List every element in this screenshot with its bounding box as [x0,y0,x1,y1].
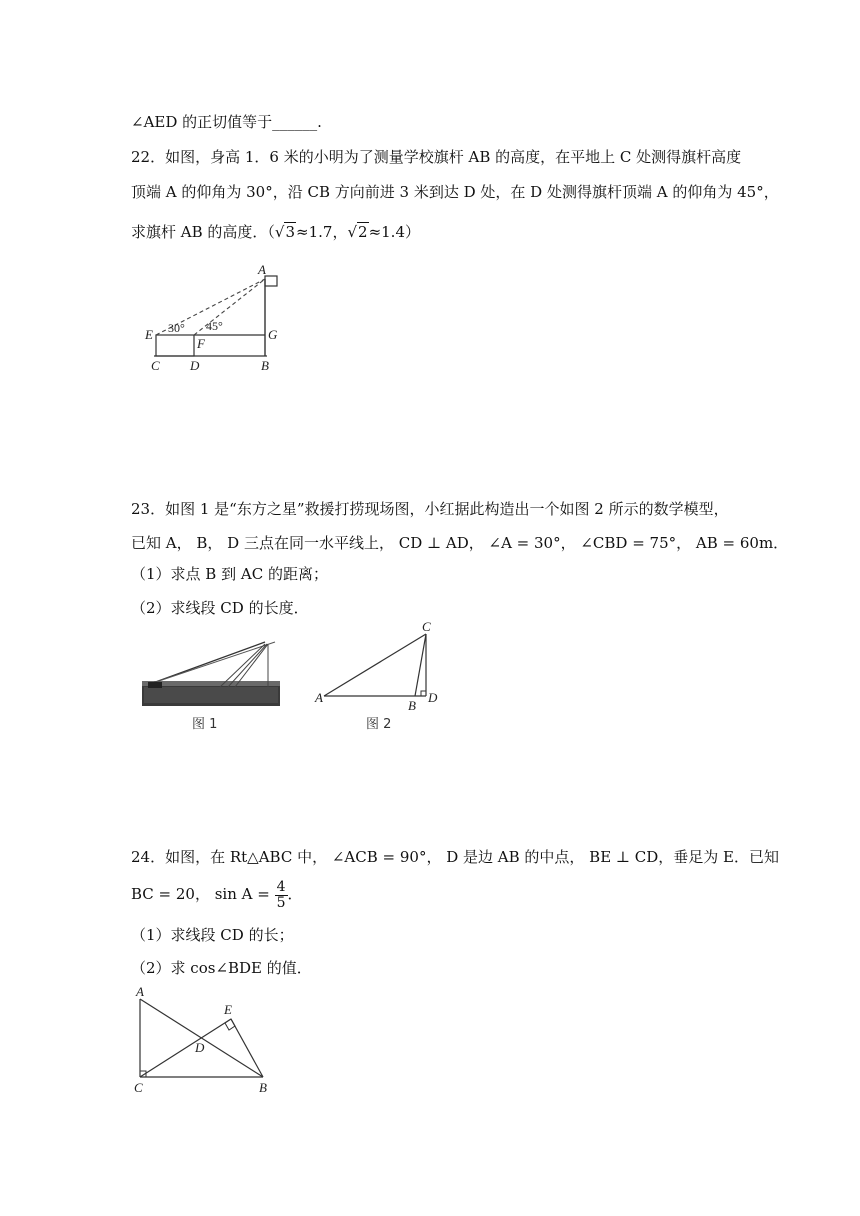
q22-figure [140,262,290,374]
q22-sqrt3: 3 [285,223,296,241]
q22-label-B: B [261,358,269,373]
q23-fig2-caption: 图 2 [366,717,392,732]
q23-line-1: 23．如图 1 是“东方之星”救援打捞现场图，小红据此构造出一个如图 2 所示的数学模型， [131,500,729,518]
q24-label-E: E [224,1002,232,1017]
q22-label-30: 30° [168,321,185,335]
q24-sub-1: （1）求线段 CD 的长； [131,926,294,944]
q24-frac-num: 4 [276,878,286,895]
q24-label-C: C [134,1080,143,1095]
q24-line-2-prefix: BC = 20， sin A = [131,885,270,903]
q22-label-C: C [151,358,160,373]
q23-figure-1 [140,632,285,734]
q23-fig2-label-C: C [422,620,431,634]
q24-frac-den: 5 [276,894,286,911]
q22-label-A: A [258,262,266,277]
q23-sub-2: （2）求线段 CD 的长度． [131,599,309,617]
sqrt-sign: √ [347,223,358,241]
q24-figure [128,985,278,1097]
q22-line-3-prefix: 求旗杆 AB 的高度．（ [131,223,275,241]
q24-label-B: B [259,1080,267,1095]
q22-label-45: 45° [206,319,223,333]
q24-label-D: D [195,1040,205,1055]
q22-line-2: 顶端 A 的仰角为 30°，沿 CB 方向前进 3 米到达 D 处，在 D 处测得旗杆顶端 A 的仰角为 45°， [131,183,779,201]
q23-fig2-label-A: A [315,690,323,705]
q22-approx3: ≈1.7， [296,223,348,241]
q22-line-1: 22．如图，身高 1．6 米的小明为了测量学校旗杆 AB 的高度，在平地上 C 处测得旗杆高度 [131,148,742,166]
carry-over-line: ∠AED 的正切值等于______. [131,113,322,131]
q22-line-3 [131,222,420,242]
q22-label-G: G [268,327,278,342]
q24-line-2 [131,878,303,911]
q24-label-A: A [136,985,144,999]
q22-approx2: ≈1.4） [368,223,420,241]
sqrt-sign: √ [274,223,285,241]
q22-label-E: E [145,327,153,342]
q24-line-1: 24．如图，在 Rt△ABC 中， ∠ACB = 90°， D 是边 AB 的中点， BE ⊥ CD，垂足为 E．已知 [131,848,780,866]
q24-fraction [275,880,288,911]
q24-line-2-suffix: ． [287,885,303,903]
q23-fig2-label-D: D [428,690,438,705]
q23-fig1-caption: 图 1 [192,717,218,732]
q23-figure-2 [312,620,442,734]
q22-label-D: D [190,358,200,373]
q22-label-F: F [197,336,205,351]
q23-line-2: 已知 A， B， D 三点在同一水平线上， CD ⊥ AD， ∠A = 30°， ∠CBD = 75°， AB = 60m． [131,534,789,552]
q23-sub-1: （1）求点 B 到 AC 的距离； [131,565,328,583]
q22-sqrt2: 2 [358,223,368,241]
q23-fig2-label-B: B [408,698,416,713]
q24-sub-2: （2）求 cos∠BDE 的值． [131,959,312,977]
